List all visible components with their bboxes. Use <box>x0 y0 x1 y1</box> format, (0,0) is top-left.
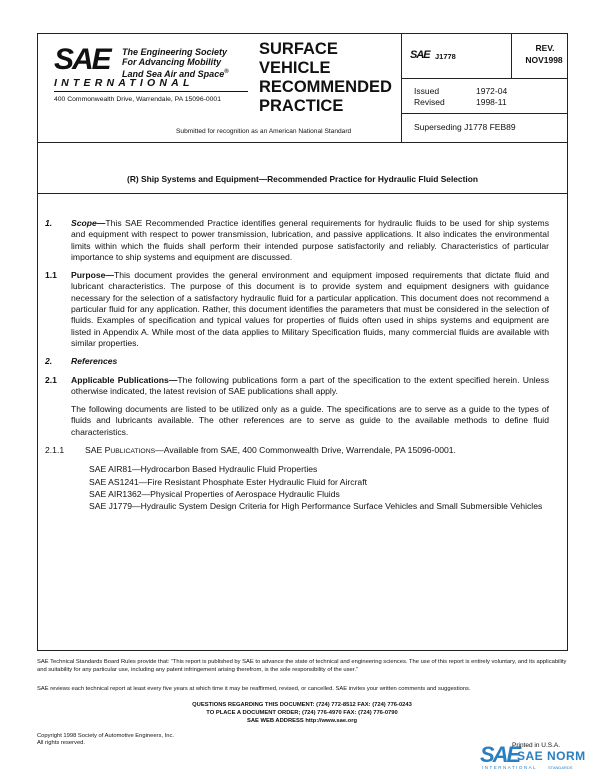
section-heading: References <box>71 356 118 367</box>
title-row <box>38 143 567 194</box>
rev-date: NOV1998 <box>525 55 563 65</box>
reference-item: SAE J1779—Hydraulic System Design Criteria for High Performance Surface Vehicles and Small Submersible Vehicles <box>89 501 543 512</box>
society-line3: Land Sea Air and Space® <box>122 69 229 79</box>
section-sae-publications <box>47 445 549 457</box>
logo-rule <box>54 91 248 92</box>
web-address: SAE WEB ADDRESS http://www.sae.org <box>246 717 358 724</box>
header-divider <box>401 34 402 143</box>
issue-divider <box>401 113 567 114</box>
copyright <box>37 733 174 748</box>
section-heading: SAE PUBLICATIONS <box>85 445 156 456</box>
section-text: The following publications form a part of the specification to the extent specified herein. Unless otherwise indicated, the latest revision of SAE publications shall apply. <box>71 374 549 396</box>
sae-address: 400 Commonwealth Drive, Warrendale, PA 15096-0001 <box>54 96 221 103</box>
copyright-line: Copyright 1998 Society of Automotive Engineers, Inc. <box>37 733 174 739</box>
doc-type-line: RECOMMENDED <box>259 78 392 96</box>
sae-logo: SAE <box>54 43 110 76</box>
ansi-recognition: Submitted for recognition as an American National Standard <box>176 128 352 135</box>
superseding-text: Superseding J1778 FEB89 <box>414 122 516 132</box>
issued-value: 1972-04 <box>476 86 508 96</box>
sae-norm-logo: SAE <box>480 742 520 767</box>
section-number: 1. <box>45 218 53 228</box>
doc-type-line: SURFACE <box>259 40 338 58</box>
questions-line: QUESTIONS REGARDING THIS DOCUMENT: (724) 772-8512 FAX: (724) 776-0243 <box>192 702 412 708</box>
section-number: 1.1 <box>45 270 57 281</box>
society-text <box>122 47 229 79</box>
international-text: INTERNATIONAL <box>54 77 194 89</box>
revised-label: Revised <box>414 97 445 107</box>
section-number: 2. <box>45 356 53 367</box>
doc-type-line: PRACTICE <box>259 97 344 115</box>
section-references <box>47 356 549 367</box>
code-divider <box>401 78 567 79</box>
section-number: 2.1 <box>45 374 57 385</box>
document-body <box>47 218 549 514</box>
issued-label: Issued <box>414 86 440 96</box>
rev-divider <box>511 34 512 78</box>
section-heading: Scope— <box>71 218 106 228</box>
section-heading: Purpose— <box>71 270 114 281</box>
section-text: —Available from SAE, 400 Commonwealth Drive, Warrendale, PA 15096-0001. <box>155 445 456 456</box>
section-text: This document provides the general environment and equipment imposed requirements that dictate fluid and lubricant characteristics. The purpose of this document is to provide system and equipment designers with guidance necessary for the selection of a satisfactory hydraulic fluid for a particular application. This document does not recommend a particular fluid for any application. Rather, this document identifies the parameters that must be considered in the selection of fluids. Examples of specification and typical values for properties of fluids often used in ships systems and equipment are listed in Appendix A. While most of the data applies to Military Specification fluids, many commercial fluids are available with similar properties. <box>71 270 549 348</box>
section-purpose <box>47 270 549 349</box>
section-scope <box>47 218 549 263</box>
reference-list <box>89 464 549 512</box>
reference-item: SAE AS1241—Fire Resistant Phosphate Ester Hydraulic Fluid for Aircraft <box>89 476 367 487</box>
society-line2: For Advancing Mobility <box>122 57 222 67</box>
issue-labels <box>414 86 445 108</box>
sae-norm-standards: STANDARDS <box>548 765 573 770</box>
section-applicable-publications <box>47 375 549 398</box>
document-number: J1778 <box>435 52 456 61</box>
document-type <box>259 40 392 116</box>
review-notice: SAE reviews each technical report at least every five years at which time it may be reaffirmed, revised, or cancelled. SAE invites your written comments and suggestions. <box>37 686 471 692</box>
document-title: (R) Ship Systems and Equipment—Recommended Practice for Hydraulic Fluid Selection <box>127 174 478 184</box>
contact-block <box>37 702 567 725</box>
rights-line: All rights reserved. <box>37 740 86 747</box>
doc-type-line: VEHICLE <box>259 59 331 77</box>
section-guide-text <box>47 404 549 438</box>
tsb-rules: SAE Technical Standards Board Rules provide that: “This report is published by SAE to advance the state of technical and engineering sciences. The use of this report is entirely voluntary, and its applicability and suitability for any particular use, including any patent infringement arising therefrom, is the sole responsibility of the user.” <box>37 659 567 673</box>
society-line1: The Engineering Society <box>122 47 228 57</box>
code-sae-mark: SAE <box>410 49 430 61</box>
section-text: The following documents are listed to be utilized only as a guide. The specifications are to serve as a guide to the types of fluids and lubricants available. The other references are to serve as guide to the available methods to define fluid characteristics. <box>71 404 549 437</box>
sae-norm-text: SAE NORM <box>517 749 586 763</box>
printed-in: Printed in U.S.A. <box>512 742 561 749</box>
sae-norm-intl: INTERNATIONAL <box>482 765 538 770</box>
rev-label: REV. <box>535 43 555 53</box>
section-number: 2.1.1 <box>45 445 65 456</box>
reference-item: SAE AIR81—Hydrocarbon Based Hydraulic Fluid Properties <box>89 464 318 475</box>
issue-values <box>476 86 507 108</box>
order-line: TO PLACE A DOCUMENT ORDER; (724) 776-4970 FAX: (724) 776-0790 <box>206 709 398 716</box>
section-text: This SAE Recommended Practice identifies general requirements for hydraulic fluids to be used for ship systems and equipment with respect to power transmission, lubrication, and passive applications. It also indicates the environmental limits within which the fluids shall perform their intended purpose satisfactorily and reliably. Characteristics of particular importance to ship systems and equipment are discussed. <box>71 218 549 262</box>
revised-value: 1998-11 <box>476 97 507 107</box>
section-heading: Applicable Publications— <box>71 374 178 385</box>
reference-item: SAE AIR1362—Physical Properties of Aerospace Hydraulic Fluids <box>89 488 340 499</box>
